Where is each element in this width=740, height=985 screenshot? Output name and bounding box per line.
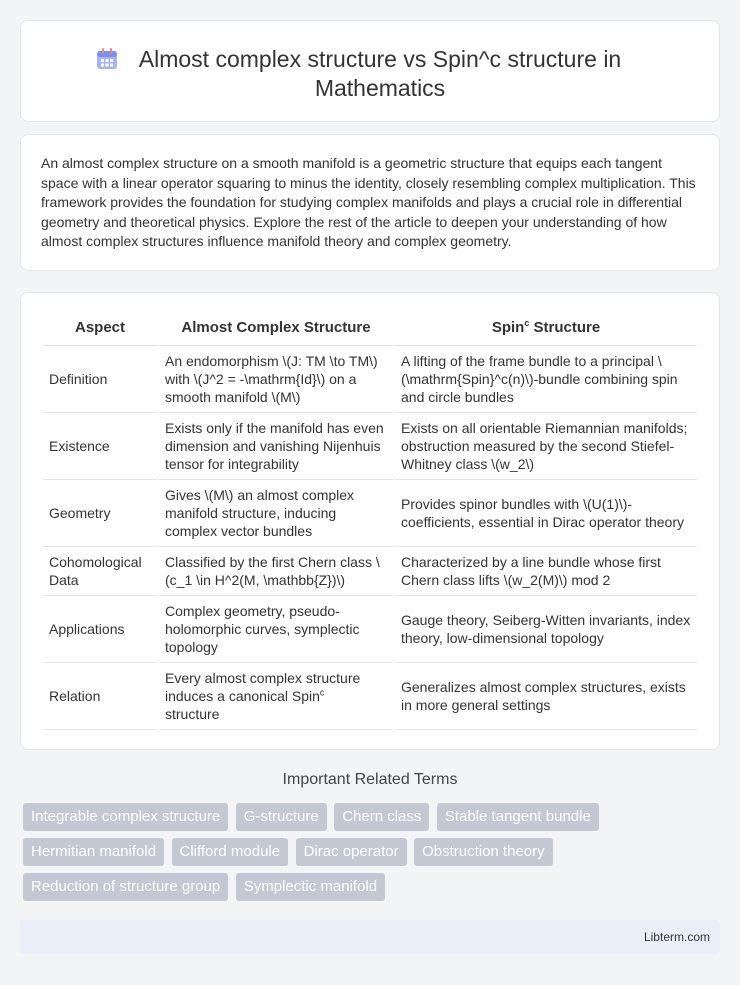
header-spinc-base: Spin [491,319,525,336]
row-almost-complex: Complex geometry, pseudo-holomorphic curves, symplectic topology [159,596,393,663]
table-row [43,663,697,730]
related-term-tag[interactable]: Obstruction theory [414,838,553,866]
row-aspect: Existence [43,413,157,480]
row-almost-complex: Exists only if the manifold has even dimension and vanishing Nijenhuis tensor for integrability [159,413,393,480]
footer [20,920,720,954]
row-spinc: Provides spinor bundles with \(U(1)\)-coefficients, essential in Dirac operator theory [395,480,697,547]
header-spinc-rest: Structure [529,319,601,336]
row-aspect: Definition [43,346,157,413]
header-almost-complex: Almost Complex Structure [159,311,393,346]
row-spinc: Generalizes almost complex structures, exists in more general settings [395,663,697,730]
related-terms-list [23,803,723,908]
related-term-tag[interactable]: Chern class [334,803,429,831]
table-row [43,346,697,413]
related-term-tag[interactable]: Stable tangent bundle [437,803,599,831]
row-almost-complex: An endomorphism \(J: TM \to TM\) with \(J^2 = -\mathrm{Id}\) on a smooth manifold \(M\) [159,346,393,413]
table-row [43,480,697,547]
related-term-tag[interactable]: Hermitian manifold [23,838,164,866]
related-term-tag[interactable]: Integrable complex structure [23,803,228,831]
header-spinc-sup: c [524,318,530,328]
table-row [43,547,697,596]
comparison-table [41,311,699,730]
relation-text: Every almost complex structure induces a canonical Spin [165,670,361,704]
related-term-tag[interactable]: Clifford module [172,838,289,866]
table-row [43,413,697,480]
row-almost-complex [159,663,393,730]
related-term-tag[interactable]: Dirac operator [296,838,407,866]
related-terms-heading: Important Related Terms [282,771,458,788]
row-spinc: Gauge theory, Seiberg-Witten invariants, index theory, low-dimensional topology [395,596,697,663]
related-term-tag[interactable]: Symplectic manifold [236,873,385,901]
relation-sup: c [319,687,325,698]
header-aspect: Aspect [43,311,157,346]
table-header-row [43,311,697,346]
row-spinc: Characterized by a line bundle whose first Chern class lifts \(w_2(M)\) mod 2 [395,547,697,596]
intro-paragraph: An almost complex structure on a smooth manifold is a geometric structure that equips each tangent space with a linear operator squaring to minus the identity, closely resembling complex multiplication. This framework provides the foundation for studying complex manifolds and plays a crucial role in differential geometry and theoretical physics. Explore the rest of the article to deepen your understanding of how almost complex structures influence manifold theory and complex geometry. [41,155,696,250]
row-spinc: Exists on all orientable Riemannian manifolds; obstruction measured by the second Stiefel-Whitney class \(w_2\) [395,413,697,480]
row-almost-complex: Classified by the first Chern class \(c_1 \in H^2(M, \mathbb{Z})\) [159,547,393,596]
page-title: Almost complex structure vs Spin^c structure in Mathematics [138,46,622,101]
footer-brand[interactable]: Libterm.com [643,930,710,944]
header-card [20,20,720,122]
row-aspect: Cohomological Data [43,547,157,596]
intro-card [20,134,720,271]
row-spinc: A lifting of the frame bundle to a principal \(\mathrm{Spin}^c(n)\)-bundle combining spin and circle bundles [395,346,697,413]
related-term-tag[interactable]: Reduction of structure group [23,873,228,901]
related-term-tag[interactable]: G-structure [236,803,327,831]
table-row [43,596,697,663]
header-spinc [395,311,697,346]
row-aspect: Relation [43,663,157,730]
relation-text-end: structure [165,706,220,722]
row-aspect: Geometry [43,480,157,547]
row-aspect: Applications [43,596,157,663]
comparison-card [20,292,720,750]
row-almost-complex: Gives \(M\) an almost complex manifold structure, inducing complex vector bundles [159,480,393,547]
